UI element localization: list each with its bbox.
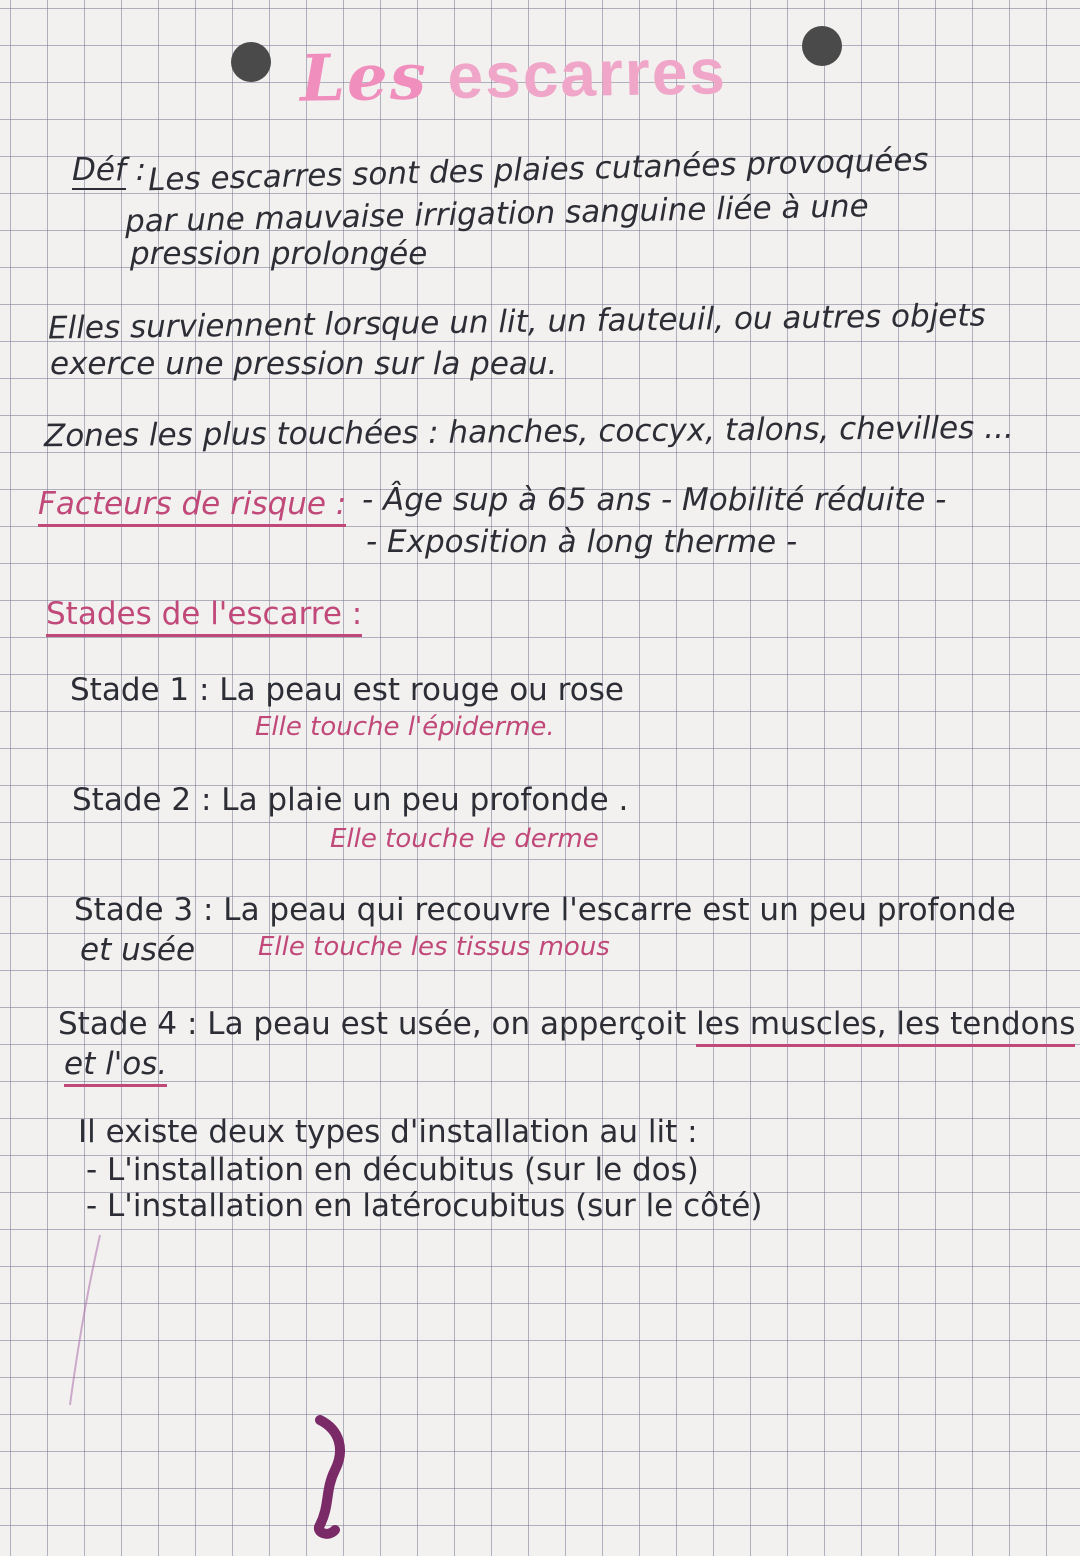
stage-1-note: Elle touche l'épiderme. (255, 712, 555, 742)
stage-3-text-2: et usée (80, 932, 196, 968)
stage-4-text-2-label: et l'os. (64, 1046, 167, 1087)
definition-text-1: Les escarres sont des plaies cutanées provoquées (147, 141, 929, 199)
occurrence-line-1: Elles surviennent lorsque un lit, un fauteuil, ou autres objets (47, 297, 986, 347)
binder-hole-right (802, 26, 842, 66)
stage-4-text-2 (64, 1046, 167, 1082)
stage-2-text: Stade 2 : La plaie un peu profonde . (72, 782, 629, 818)
occurrence-line-2: exerce une pression sur la peau. (50, 346, 558, 382)
zones-line: Zones les plus touchées : hanches, coccyx, talons, chevilles ... (43, 409, 1014, 455)
installation-intro: Il existe deux types d'installation au lit : (78, 1114, 698, 1150)
definition-text-2: par une mauvaise irrigation sanguine liée à une (124, 188, 870, 240)
risk-line-2: - Exposition à long therme - (366, 524, 798, 560)
faint-ink-stroke (60, 1230, 110, 1410)
page-title (299, 34, 727, 116)
stage-2-note: Elle touche le derme (330, 824, 599, 854)
stage-4-underlined: les muscles, les tendons (696, 1006, 1075, 1047)
stage-3-text: Stade 3 : La peau qui recouvre l'escarre est un peu profonde (74, 892, 1016, 928)
risk-label: Facteurs de risque : (38, 486, 346, 527)
stage-3-note: Elle touche les tissus mous (258, 932, 610, 962)
installation-item-1: - L'installation en décubitus (sur le dos) (86, 1152, 699, 1188)
title-main: escarres (446, 35, 728, 113)
stage-4-text (58, 1006, 1075, 1042)
stage-1-text: Stade 1 : La peau est rouge ou rose (70, 672, 624, 708)
definition-text-3: pression prolongée (130, 236, 428, 272)
definition-label: Déf (72, 152, 126, 188)
risk-line-1: - Âge sup à 65 ans - Mobilité réduite - (362, 482, 947, 518)
installation-item-2: - L'installation en latérocubitus (sur le côté) (86, 1188, 763, 1224)
ink-mark-decoration (300, 1410, 360, 1540)
stages-heading: Stades de l'escarre : (46, 596, 362, 637)
binder-hole-left (231, 42, 271, 82)
stage-4-text-main: Stade 4 : La peau est usée, on apperçoit (58, 1006, 687, 1042)
title-prefix: Les (299, 39, 429, 117)
definition-line-1: Déf : (72, 152, 147, 188)
